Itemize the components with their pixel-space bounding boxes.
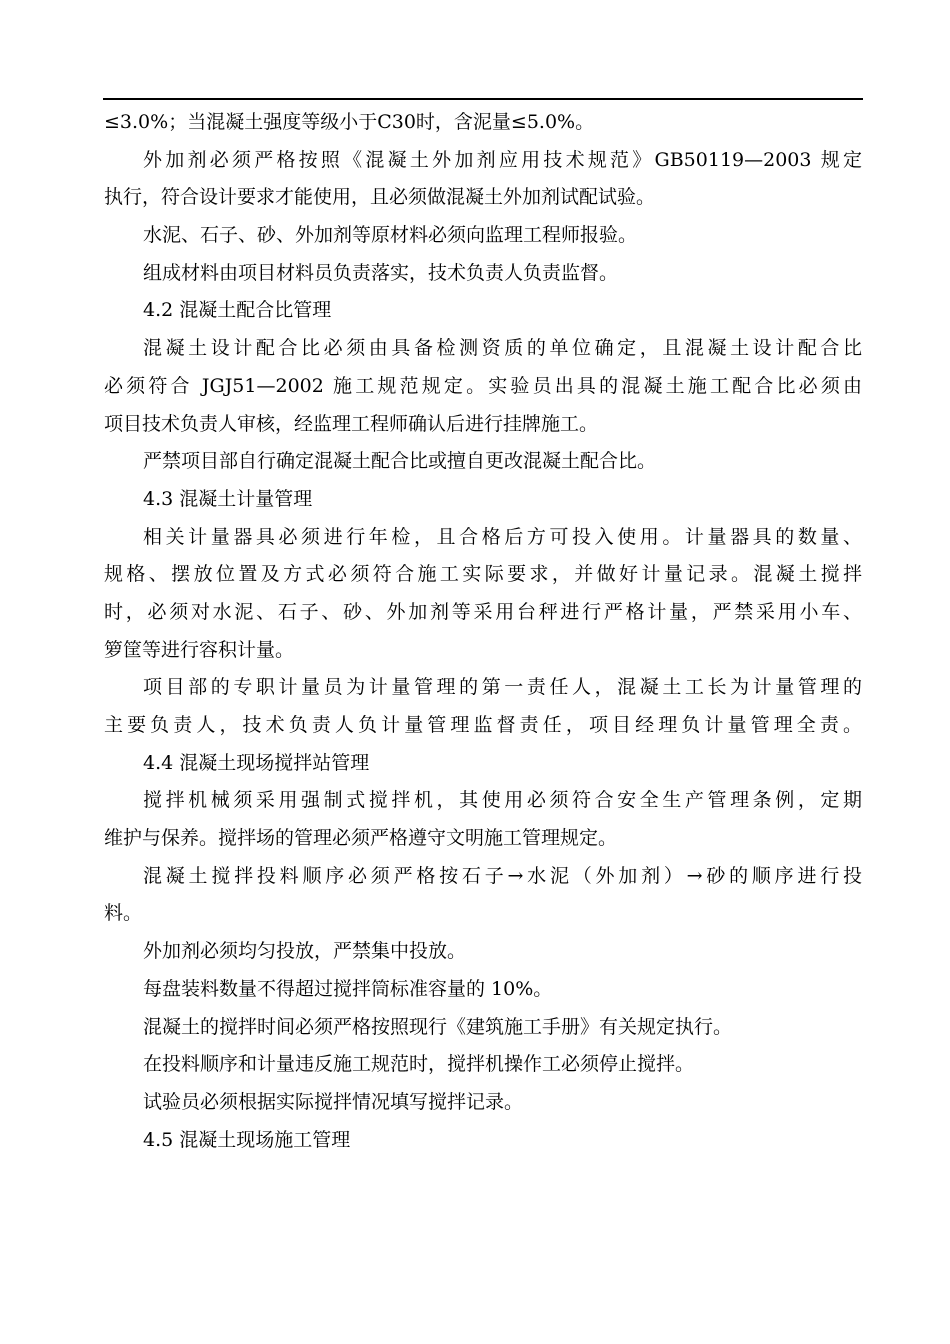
paragraph-line: 外加剂必须严格按照《混凝土外加剂应用技术规范》GB50119—2003 规定 <box>143 148 862 171</box>
header-rule <box>103 98 863 100</box>
paragraph-line: 混凝土搅拌投料顺序必须严格按石子→水泥（外加剂）→砂的顺序进行投 <box>143 864 862 887</box>
paragraph-line: 组成材料由项目材料员负责落实，技术负责人负责监督。 <box>143 261 619 284</box>
paragraph-line: 水泥、石子、砂、外加剂等原材料必须向监理工程师报验。 <box>143 224 638 247</box>
paragraph-line: 混凝土设计配合比必须由具备检测资质的单位确定，且混凝土设计配合比 <box>143 337 862 360</box>
section-heading: 4.5 混凝土现场施工管理 <box>143 1128 351 1151</box>
paragraph-line: 外加剂必须均匀投放，严禁集中投放。 <box>143 940 467 963</box>
section-heading: 4.4 混凝土现场搅拌站管理 <box>143 751 370 774</box>
text-line: 主要负责人，技术负责人负计量管理监督责任，项目经理负计量管理全责。 <box>104 714 862 736</box>
text-line: 箩筐等进行容积计量。 <box>104 638 295 661</box>
paragraph-line: 每盘装料数量不得超过搅拌筒标准容量的 10%。 <box>143 977 553 1000</box>
text-line: 维护与保养。搅拌场的管理必须严格遵守文明施工管理规定。 <box>104 827 618 850</box>
paragraph-line: 在投料顺序和计量违反施工规范时，搅拌机操作工必须停止搅拌。 <box>143 1053 695 1076</box>
section-heading: 4.2 混凝土配合比管理 <box>143 299 332 322</box>
text-line: 项目技术负责人审核，经监理工程师确认后进行挂牌施工。 <box>104 412 599 435</box>
paragraph-line: 混凝土的搅拌时间必须严格按照现行《建筑施工手册》有关规定执行。 <box>143 1015 733 1038</box>
paragraph-line: 相关计量器具必须进行年检，且合格后方可投入使用。计量器具的数量、 <box>143 525 862 548</box>
paragraph-line: 严禁项目部自行确定混凝土配合比或擅自更改混凝土配合比。 <box>143 450 657 473</box>
paragraph-line: 搅拌机械须采用强制式搅拌机，其使用必须符合安全生产管理条例，定期 <box>143 789 862 812</box>
text-line: 料。 <box>104 902 143 925</box>
paragraph-line: 试验员必须根据实际搅拌情况填写搅拌记录。 <box>143 1090 524 1113</box>
text-line: 必须符合 JGJ51—2002 施工规范规定。实验员出具的混凝土施工配合比必须由 <box>104 374 862 397</box>
document-body <box>104 104 862 1159</box>
section-heading: 4.3 混凝土计量管理 <box>143 487 313 510</box>
text-line: 规格、摆放位置及方式必须符合施工实际要求，并做好计量记录。混凝土搅拌 <box>104 563 862 586</box>
text-line: 执行，符合设计要求才能使用，且必须做混凝土外加剂试配试验。 <box>104 186 656 209</box>
text-line: ≤3.0%；当混凝土强度等级小于C30时，含泥量≤5.0%。 <box>104 111 595 133</box>
paragraph-line: 项目部的专职计量员为计量管理的第一责任人，混凝土工长为计量管理的 <box>143 676 862 699</box>
text-line: 时，必须对水泥、石子、砂、外加剂等采用台秤进行严格计量，严禁采用小车、 <box>104 600 862 623</box>
